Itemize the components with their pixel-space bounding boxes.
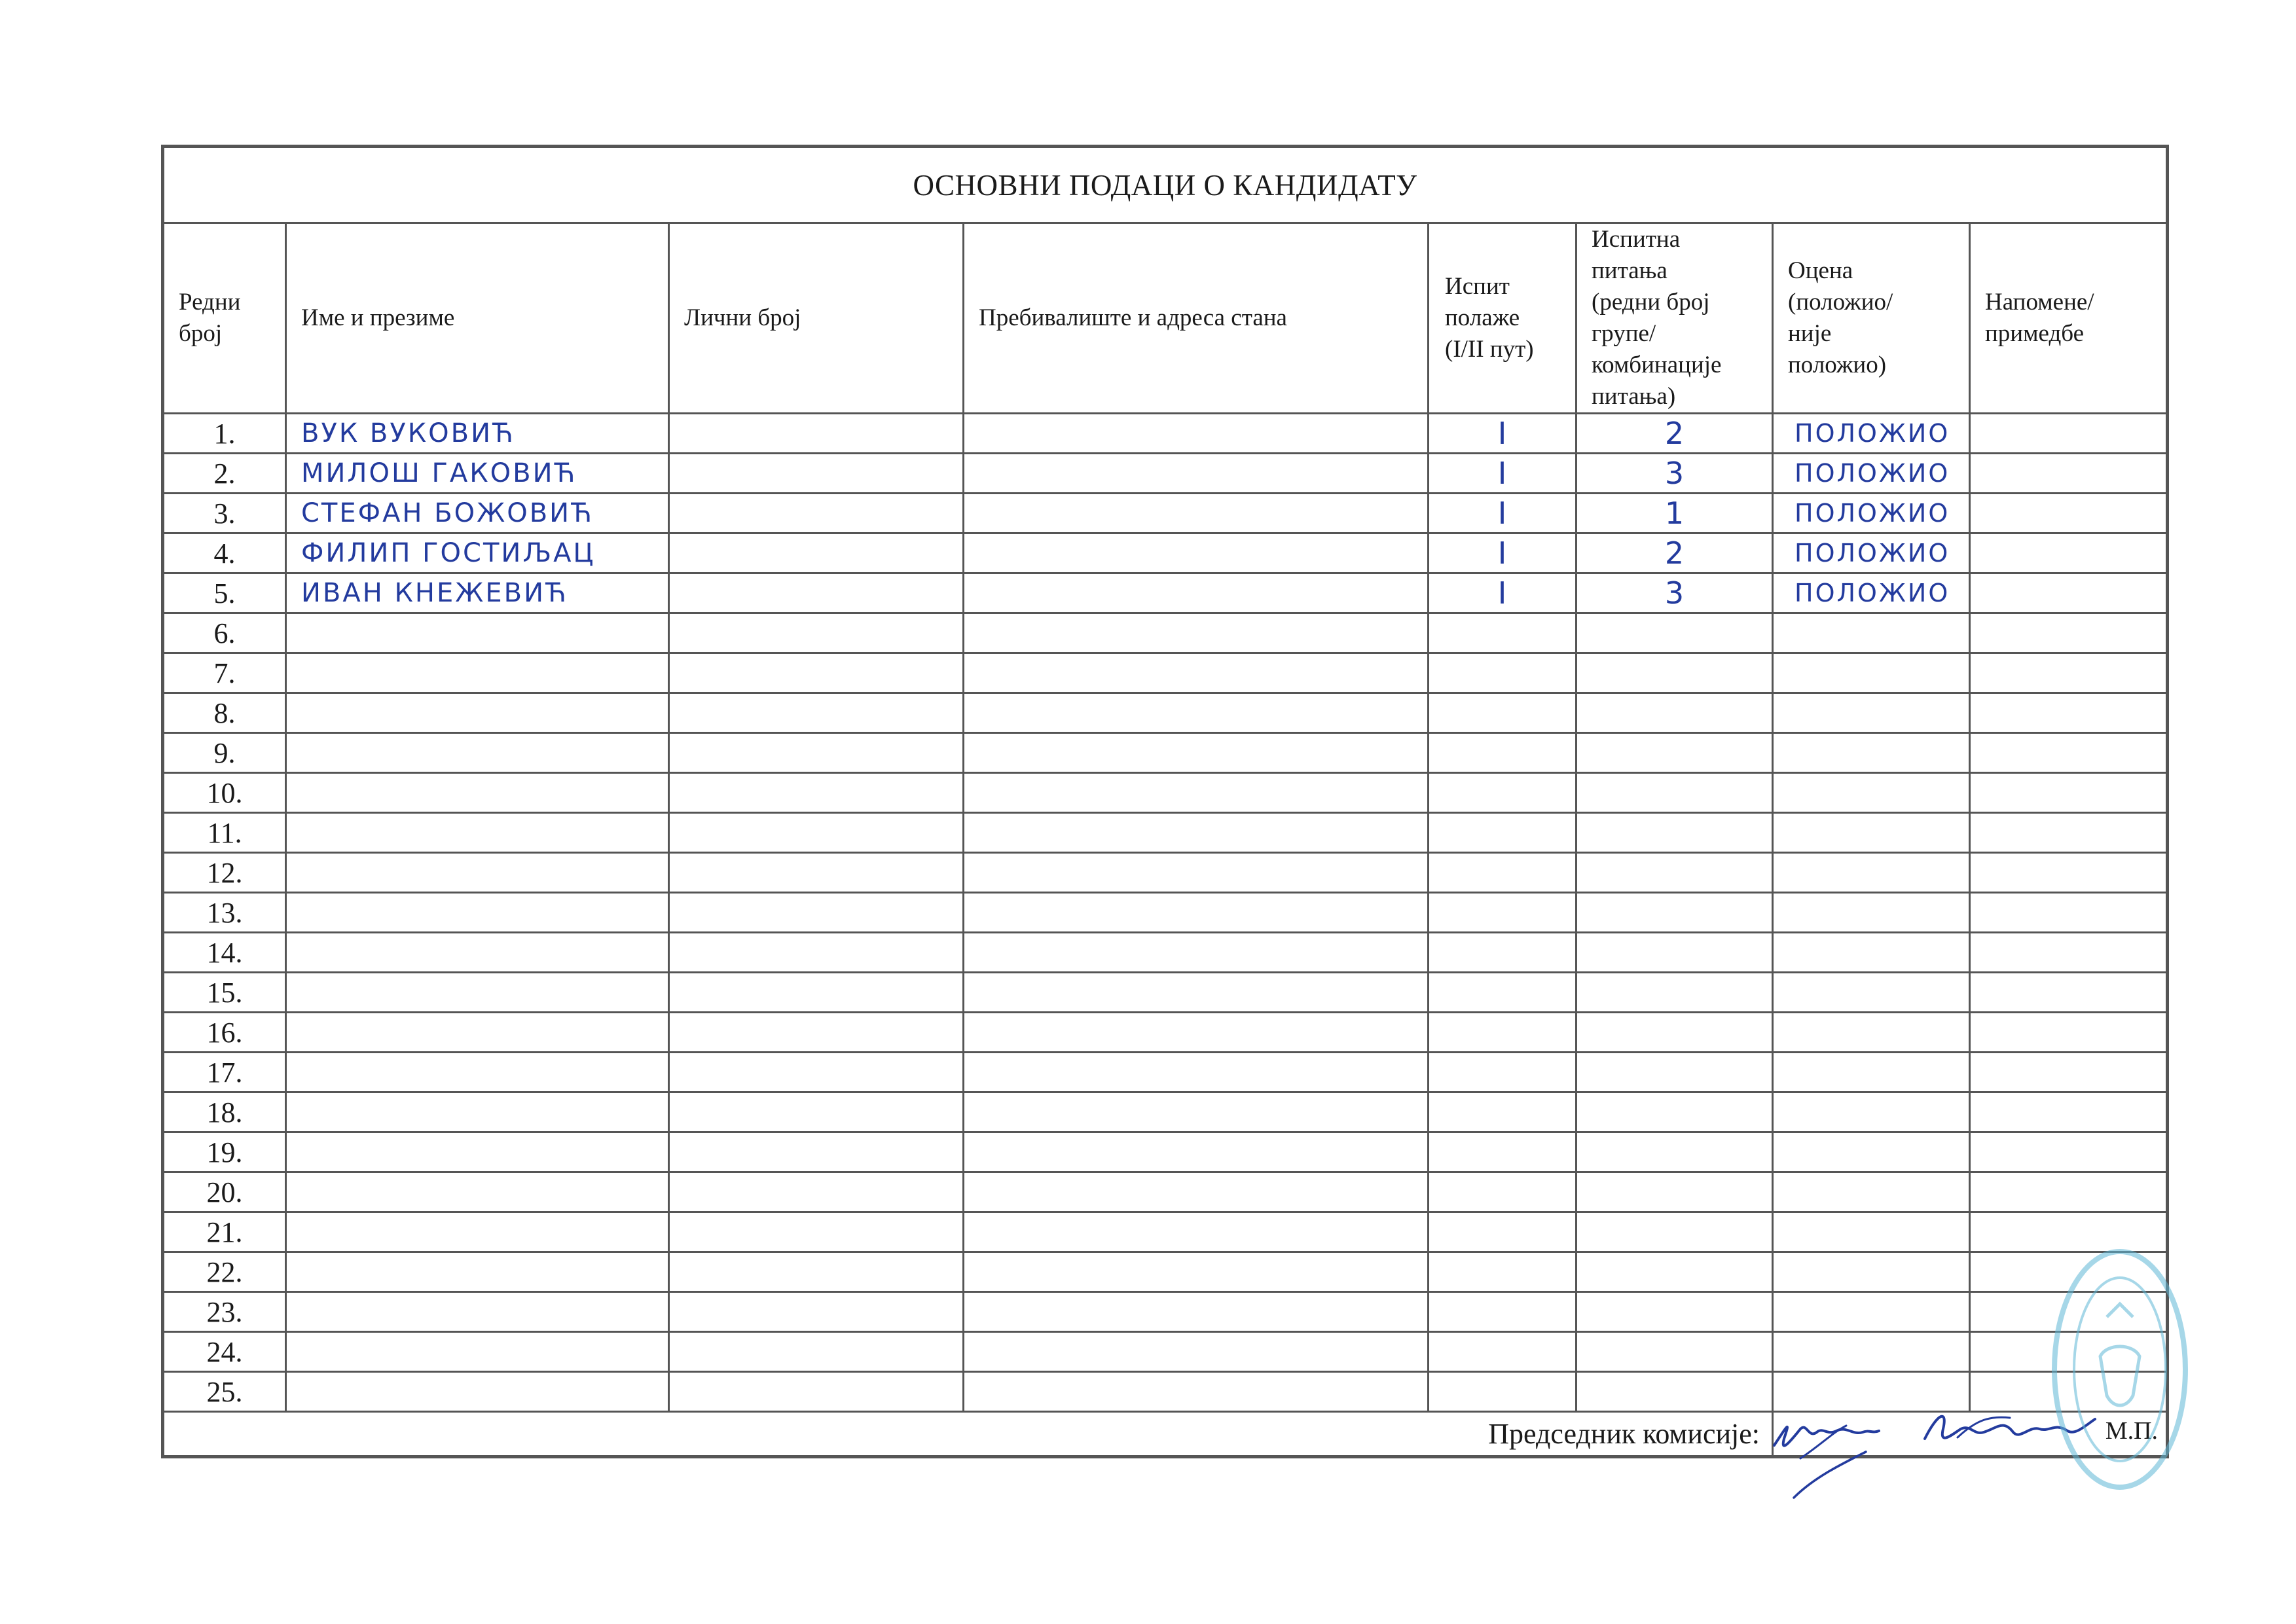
exam-questions-cell <box>1576 853 1773 893</box>
personal-id-cell <box>669 573 964 613</box>
personal-id-cell <box>669 533 964 573</box>
exam-questions-cell: 2 <box>1576 414 1773 454</box>
exam-grade-cell <box>1773 773 1970 813</box>
table-row <box>163 613 2168 653</box>
exam-grade-cell: ПОЛОЖИО <box>1773 414 1970 454</box>
exam-questions-cell <box>1576 733 1773 773</box>
exam-attempt-cell <box>1429 1053 1576 1092</box>
personal-id-cell <box>669 893 964 933</box>
residence-address-cell <box>964 533 1429 573</box>
row-number-cell: 8. <box>163 693 286 733</box>
row-number-cell: 7. <box>163 653 286 693</box>
personal-id-cell <box>669 1252 964 1292</box>
candidate-name-cell: СТЕФАН БОЖОВИЋ <box>286 494 669 533</box>
notes-cell <box>1970 414 2168 454</box>
notes-cell <box>1970 494 2168 533</box>
row-number-cell: 11. <box>163 813 286 853</box>
exam-attempt-cell <box>1429 973 1576 1013</box>
exam-attempt-cell <box>1429 813 1576 853</box>
residence-address-cell <box>964 494 1429 533</box>
exam-grade-cell <box>1773 1212 1970 1252</box>
candidate-name-cell <box>286 1332 669 1372</box>
exam-attempt-cell: I <box>1429 454 1576 494</box>
exam-questions-cell: 1 <box>1576 494 1773 533</box>
notes-cell <box>1970 533 2168 573</box>
exam-questions-cell: 3 <box>1576 573 1773 613</box>
table-row <box>163 933 2168 973</box>
exam-attempt-cell <box>1429 613 1576 653</box>
exam-grade-cell <box>1773 1172 1970 1212</box>
header-address <box>964 223 1429 414</box>
table-row <box>163 533 2168 573</box>
candidate-name-cell <box>286 1053 669 1092</box>
exam-grade-cell <box>1773 733 1970 773</box>
exam-grade-cell <box>1773 1292 1970 1332</box>
table-row <box>163 653 2168 693</box>
header-id <box>669 223 964 414</box>
row-number-cell: 16. <box>163 1013 286 1053</box>
exam-questions-cell <box>1576 893 1773 933</box>
notes-cell <box>1970 1092 2168 1132</box>
candidate-name-cell <box>286 933 669 973</box>
notes-cell <box>1970 853 2168 893</box>
candidate-name-cell <box>286 693 669 733</box>
personal-id-cell <box>669 613 964 653</box>
exam-grade-cell: ПОЛОЖИО <box>1773 533 1970 573</box>
row-number-cell: 22. <box>163 1252 286 1292</box>
exam-attempt-cell <box>1429 1372 1576 1412</box>
table-row <box>163 973 2168 1013</box>
row-number-cell: 14. <box>163 933 286 973</box>
notes-cell <box>1970 1132 2168 1172</box>
personal-id-cell <box>669 853 964 893</box>
row-number-cell: 1. <box>163 414 286 454</box>
row-number-cell: 12. <box>163 853 286 893</box>
notes-cell <box>1970 1013 2168 1053</box>
exam-grade-cell <box>1773 853 1970 893</box>
residence-address-cell <box>964 1332 1429 1372</box>
exam-questions-cell <box>1576 1252 1773 1292</box>
exam-grade-cell <box>1773 1053 1970 1092</box>
personal-id-cell <box>669 1053 964 1092</box>
residence-address-cell <box>964 1212 1429 1252</box>
exam-questions-cell <box>1576 813 1773 853</box>
row-number-cell: 13. <box>163 893 286 933</box>
header-address-label: Пребивалиште и адреса стана <box>979 304 1287 331</box>
candidate-name-cell <box>286 1132 669 1172</box>
personal-id-cell <box>669 1212 964 1252</box>
exam-grade-cell: ПОЛОЖИО <box>1773 573 1970 613</box>
exam-grade-cell <box>1773 1132 1970 1172</box>
residence-address-cell <box>964 1252 1429 1292</box>
exam-questions-cell <box>1576 1053 1773 1092</box>
personal-id-cell <box>669 1132 964 1172</box>
exam-questions-cell <box>1576 1212 1773 1252</box>
notes-cell <box>1970 773 2168 813</box>
row-number-cell: 25. <box>163 1372 286 1412</box>
exam-attempt-cell <box>1429 1132 1576 1172</box>
notes-cell <box>1970 973 2168 1013</box>
residence-address-cell <box>964 933 1429 973</box>
exam-questions-cell <box>1576 933 1773 973</box>
notes-cell <box>1970 1053 2168 1092</box>
notes-cell <box>1970 653 2168 693</box>
exam-questions-cell <box>1576 1132 1773 1172</box>
exam-attempt-cell: I <box>1429 494 1576 533</box>
table-row <box>163 414 2168 454</box>
residence-address-cell <box>964 414 1429 454</box>
header-questions <box>1576 223 1773 414</box>
header-attempt-label: Испит полаже (I/II пут) <box>1445 273 1534 363</box>
table-row <box>163 773 2168 813</box>
personal-id-cell <box>669 933 964 973</box>
exam-attempt-cell <box>1429 1092 1576 1132</box>
table-row <box>163 733 2168 773</box>
notes-cell <box>1970 733 2168 773</box>
exam-attempt-cell <box>1429 1013 1576 1053</box>
personal-id-cell <box>669 653 964 693</box>
row-number-cell: 9. <box>163 733 286 773</box>
row-number-cell: 20. <box>163 1172 286 1212</box>
personal-id-cell <box>669 1332 964 1372</box>
exam-attempt-cell <box>1429 693 1576 733</box>
residence-address-cell <box>964 613 1429 653</box>
table-row <box>163 853 2168 893</box>
exam-attempt-cell <box>1429 1252 1576 1292</box>
table-row <box>163 893 2168 933</box>
exam-grade-cell <box>1773 973 1970 1013</box>
residence-address-cell <box>964 1013 1429 1053</box>
table-row <box>163 494 2168 533</box>
notes-cell <box>1970 573 2168 613</box>
table-row <box>163 1252 2168 1292</box>
exam-questions-cell: 3 <box>1576 454 1773 494</box>
residence-address-cell <box>964 773 1429 813</box>
exam-grade-cell <box>1773 1332 1970 1372</box>
table-row <box>163 1132 2168 1172</box>
personal-id-cell <box>669 1372 964 1412</box>
notes-cell <box>1970 454 2168 494</box>
table-row <box>163 693 2168 733</box>
exam-questions-cell: 2 <box>1576 533 1773 573</box>
row-number-cell: 19. <box>163 1132 286 1172</box>
exam-questions-cell <box>1576 1013 1773 1053</box>
candidate-name-cell: МИЛОШ ГАКОВИЋ <box>286 454 669 494</box>
personal-id-cell <box>669 813 964 853</box>
candidate-name-cell <box>286 853 669 893</box>
exam-questions-cell <box>1576 773 1773 813</box>
table-row <box>163 1053 2168 1092</box>
candidate-name-cell <box>286 973 669 1013</box>
seal-mark: М.П. <box>2105 1417 2159 1445</box>
header-num-label: Редни број <box>179 289 241 347</box>
candidate-name-cell <box>286 893 669 933</box>
exam-attempt-cell <box>1429 853 1576 893</box>
table-row <box>163 1092 2168 1132</box>
exam-grade-cell <box>1773 1252 1970 1292</box>
row-number-cell: 3. <box>163 494 286 533</box>
personal-id-cell <box>669 494 964 533</box>
exam-questions-cell <box>1576 613 1773 653</box>
personal-id-cell <box>669 1092 964 1132</box>
candidate-name-cell: ВУК ВУКОВИЋ <box>286 414 669 454</box>
form-title: ОСНОВНИ ПОДАЦИ О КАНДИДАТУ <box>163 147 2168 223</box>
table-body <box>163 414 2168 1412</box>
personal-id-cell <box>669 1172 964 1212</box>
table-row <box>163 1332 2168 1372</box>
table-row <box>163 1292 2168 1332</box>
candidate-name-cell <box>286 813 669 853</box>
header-grade <box>1773 223 1970 414</box>
exam-attempt-cell <box>1429 653 1576 693</box>
header-notes-label: Напомене/ примедбе <box>1985 289 2094 347</box>
notes-cell <box>1970 893 2168 933</box>
table-row <box>163 573 2168 613</box>
table-row <box>163 1172 2168 1212</box>
table-row <box>163 1013 2168 1053</box>
candidate-name-cell: ИВАН КНЕЖЕВИЋ <box>286 573 669 613</box>
residence-address-cell <box>964 1053 1429 1092</box>
candidate-name-cell <box>286 653 669 693</box>
personal-id-cell <box>669 693 964 733</box>
exam-attempt-cell: I <box>1429 414 1576 454</box>
candidate-name-cell <box>286 733 669 773</box>
residence-address-cell <box>964 813 1429 853</box>
exam-attempt-cell <box>1429 733 1576 773</box>
row-number-cell: 15. <box>163 973 286 1013</box>
exam-attempt-cell <box>1429 1332 1576 1372</box>
candidate-name-cell <box>286 1092 669 1132</box>
exam-questions-cell <box>1576 1092 1773 1132</box>
exam-grade-cell <box>1773 933 1970 973</box>
candidate-table <box>161 145 2169 1458</box>
exam-grade-cell: ПОЛОЖИО <box>1773 494 1970 533</box>
candidate-name-cell <box>286 1172 669 1212</box>
exam-attempt-cell <box>1429 1172 1576 1212</box>
row-number-cell: 6. <box>163 613 286 653</box>
notes-cell <box>1970 693 2168 733</box>
row-number-cell: 4. <box>163 533 286 573</box>
notes-cell <box>1970 813 2168 853</box>
row-number-cell: 24. <box>163 1332 286 1372</box>
candidate-name-cell <box>286 1372 669 1412</box>
exam-grade-cell <box>1773 1092 1970 1132</box>
exam-questions-cell <box>1576 1372 1773 1412</box>
residence-address-cell <box>964 1172 1429 1212</box>
exam-attempt-cell <box>1429 773 1576 813</box>
exam-questions-cell <box>1576 973 1773 1013</box>
residence-address-cell <box>964 733 1429 773</box>
header-notes <box>1970 223 2168 414</box>
notes-cell <box>1970 933 2168 973</box>
chairman-label: Председник комисије: <box>163 1412 1773 1457</box>
residence-address-cell <box>964 1132 1429 1172</box>
personal-id-cell <box>669 414 964 454</box>
exam-grade-cell: ПОЛОЖИО <box>1773 454 1970 494</box>
exam-attempt-cell <box>1429 1212 1576 1252</box>
header-grade-label: Оцена (положио/ није положио) <box>1788 257 1893 378</box>
row-number-cell: 23. <box>163 1292 286 1332</box>
exam-grade-cell <box>1773 893 1970 933</box>
residence-address-cell <box>964 1092 1429 1132</box>
residence-address-cell <box>964 973 1429 1013</box>
candidate-name-cell <box>286 1292 669 1332</box>
exam-questions-cell <box>1576 1172 1773 1212</box>
residence-address-cell <box>964 853 1429 893</box>
residence-address-cell <box>964 893 1429 933</box>
exam-attempt-cell <box>1429 893 1576 933</box>
header-attempt <box>1429 223 1576 414</box>
header-questions-label: Испитна питања (редни број групе/ комбинације питања) <box>1592 226 1722 410</box>
header-name-label: Име и презиме <box>301 304 455 331</box>
exam-questions-cell <box>1576 653 1773 693</box>
exam-attempt-cell <box>1429 1292 1576 1332</box>
residence-address-cell <box>964 454 1429 494</box>
notes-cell <box>1970 1172 2168 1212</box>
exam-grade-cell <box>1773 613 1970 653</box>
exam-attempt-cell <box>1429 933 1576 973</box>
candidate-name-cell <box>286 773 669 813</box>
personal-id-cell <box>669 1292 964 1332</box>
exam-attempt-cell: I <box>1429 533 1576 573</box>
header-num <box>163 223 286 414</box>
table-row <box>163 1212 2168 1252</box>
row-number-cell: 21. <box>163 1212 286 1252</box>
row-number-cell: 2. <box>163 454 286 494</box>
row-number-cell: 10. <box>163 773 286 813</box>
header-name <box>286 223 669 414</box>
personal-id-cell <box>669 773 964 813</box>
exam-grade-cell <box>1773 813 1970 853</box>
table-row <box>163 454 2168 494</box>
candidate-name-cell <box>286 1252 669 1292</box>
table-row <box>163 813 2168 853</box>
notes-cell <box>1970 613 2168 653</box>
exam-grade-cell <box>1773 693 1970 733</box>
header-id-label: Лични број <box>684 304 801 331</box>
exam-grade-cell <box>1773 653 1970 693</box>
candidate-name-cell <box>286 1013 669 1053</box>
official-seal <box>2028 1245 2189 1494</box>
exam-questions-cell <box>1576 1292 1773 1332</box>
residence-address-cell <box>964 693 1429 733</box>
exam-grade-cell <box>1773 1013 1970 1053</box>
row-number-cell: 17. <box>163 1053 286 1092</box>
personal-id-cell <box>669 454 964 494</box>
residence-address-cell <box>964 1292 1429 1332</box>
residence-address-cell <box>964 573 1429 613</box>
personal-id-cell <box>669 973 964 1013</box>
candidate-name-cell <box>286 613 669 653</box>
exam-attempt-cell: I <box>1429 573 1576 613</box>
row-number-cell: 5. <box>163 573 286 613</box>
candidate-name-cell: ФИЛИП ГОСТИЉАЦ <box>286 533 669 573</box>
personal-id-cell <box>669 733 964 773</box>
residence-address-cell <box>964 1372 1429 1412</box>
candidate-name-cell <box>286 1212 669 1252</box>
personal-id-cell <box>669 1013 964 1053</box>
row-number-cell: 18. <box>163 1092 286 1132</box>
residence-address-cell <box>964 653 1429 693</box>
exam-questions-cell <box>1576 1332 1773 1372</box>
exam-questions-cell <box>1576 693 1773 733</box>
